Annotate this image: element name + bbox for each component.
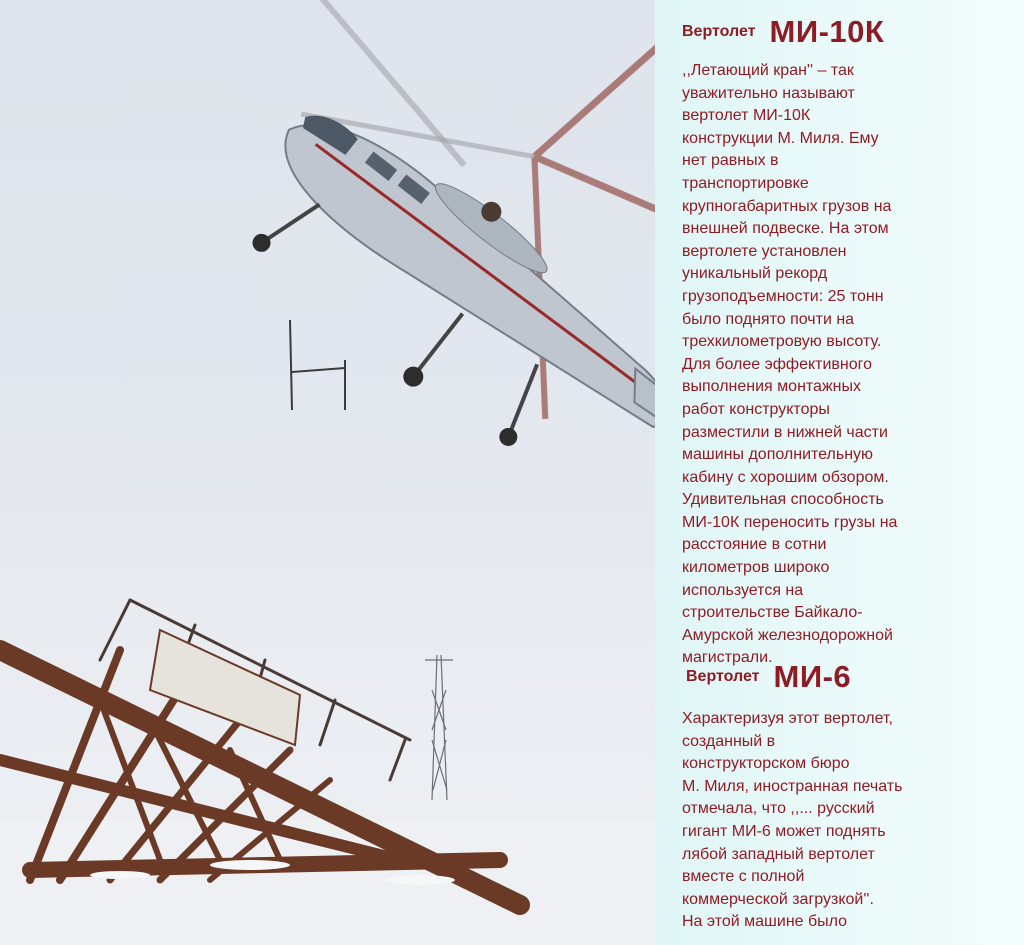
text-line: грузоподъемности: 25 тонн xyxy=(682,287,884,305)
text-line: магистрали. xyxy=(682,649,773,667)
text-line: работ конструкторы xyxy=(682,400,830,418)
text-line: внешней подвеске. На этом xyxy=(682,220,889,238)
text-line: километров широко xyxy=(682,559,830,577)
power-tower xyxy=(425,655,453,800)
text-line: гигант МИ-6 может поднять xyxy=(682,822,886,840)
text-line: Для более эффективного xyxy=(682,355,873,373)
text-line: вместе с полной xyxy=(682,868,805,886)
text-line: разместили в нижней части xyxy=(682,423,888,441)
text-line: вертолет МИ-10К xyxy=(682,107,811,125)
heading-model: МИ-10К xyxy=(769,14,885,49)
heading-model: МИ-6 xyxy=(773,659,852,694)
heading-mi-10k xyxy=(682,14,884,50)
main-rotor xyxy=(25,0,655,456)
text-line: было поднято почти на xyxy=(682,310,855,328)
text-line: выполнения монтажных xyxy=(682,378,861,396)
helicopter xyxy=(0,0,655,600)
text-line: лябой западный вертолет xyxy=(682,845,875,863)
text-line: М. Миля, иностранная печать xyxy=(682,777,903,795)
text-line: МИ-10К переносить грузы на xyxy=(682,513,898,531)
sling-frame xyxy=(290,320,345,410)
text-line: ,,Летающий кран'' – так xyxy=(682,62,854,79)
text-line: используется на xyxy=(682,581,804,599)
heading-prefix: Вертолет xyxy=(682,23,756,40)
heading-mi-6 xyxy=(686,659,851,695)
text-line: уникальный рекорд xyxy=(682,265,828,283)
text-line: Удивительная способность xyxy=(682,491,884,509)
text-line: отмечала, что ,,... русский xyxy=(682,800,875,818)
text-line: конструкторском бюро xyxy=(682,755,850,773)
paragraph-mi-10k xyxy=(682,60,1012,670)
heading-prefix: Вертолет xyxy=(686,668,760,685)
text-line: транспортировке xyxy=(682,174,809,192)
text-line: строительстве Байкало- xyxy=(682,604,863,622)
text-line: конструкции М. Миля. Ему xyxy=(682,129,879,147)
paragraph-mi-6 xyxy=(682,708,1012,934)
text-line: созданный в xyxy=(682,732,776,750)
text-line: коммерческой загрузкой''. xyxy=(682,890,874,908)
text-line: трехкилометровую высоту. xyxy=(682,333,882,351)
text-line: Амурской железнодорожной xyxy=(682,626,893,644)
text-line: машины дополнительную xyxy=(682,446,874,464)
text-line: уважительно называют xyxy=(682,84,855,102)
text-line: нет равных в xyxy=(682,152,779,170)
text-line: расстояние в сотни xyxy=(682,536,827,554)
text-line: кабину с хорошим обзором. xyxy=(682,468,889,486)
text-line: На этой машине было xyxy=(682,913,848,931)
text-line: вертолете установлен xyxy=(682,242,847,260)
text-line: Характеризуя этот вертолет, xyxy=(682,710,893,727)
text-line: крупногабаритных грузов на xyxy=(682,197,892,215)
